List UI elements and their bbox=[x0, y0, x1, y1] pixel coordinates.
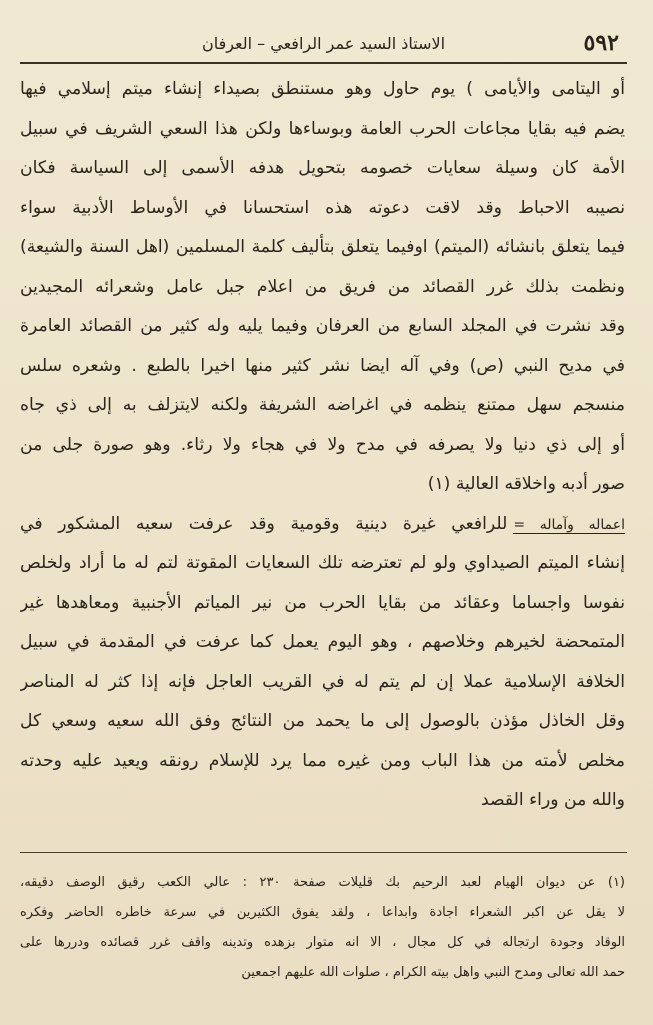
page-number: ٥٩٢ bbox=[583, 30, 619, 56]
header-rule bbox=[20, 62, 627, 64]
text-line: مخلص لأمته من هذا الباب ومن غيره مما يرد للإسلام رونقه ويعيد عليه وحدته bbox=[20, 750, 625, 771]
footnote-line: لا يقل عن اكبر الشعراء اجادة وابداعا ، ولقد يفوق الكثيرين في سرعة خاطره الحاضر وفكره bbox=[20, 905, 625, 920]
footnote-line: حمد الله تعالى ومدح النبي واهل بيته الكرام ، صلوات الله عليهم اجمعين bbox=[241, 965, 625, 980]
text-line: وقل الخاذل مؤذن بالوصول إلى ما يحمد من النتائج وفق الله سعيه وسعي كل bbox=[20, 711, 625, 731]
text-line: الخلافة الإسلامية عملا إن لم يتم له في القريب العاجل فإنه إذا كثر له المناصر bbox=[20, 671, 625, 692]
text-line: والله من وراء القصد bbox=[481, 790, 625, 810]
footnote-rule bbox=[20, 852, 627, 853]
text-line-with-note bbox=[20, 505, 625, 545]
text-line: المتمحضة لخيرهم وخلاصهم ، وهو اليوم يعمل كما عرفت في المقدمة في سبيل bbox=[20, 632, 625, 652]
text-line: منسجم سهل ممتنع ينظمه في اغراضه الشريفة ولكنه لايتزلف به إلى ذي جاه bbox=[20, 395, 625, 415]
text-line-footnote-ref: صور أدبه واخلاقه العالية (١) bbox=[427, 474, 625, 494]
text-line: أو اليتامى والأيامى ) يوم حاول وهو مستنطق بصيداء إنشاء ميتم إسلامي فيها bbox=[20, 79, 625, 99]
text-line: إنشاء الميتم الصيداوي ولو لم تعترضه تلك السعايات المقوتة لتم له ما أراد ولخلص bbox=[20, 553, 625, 573]
footnote-line: (١) عن ديوان الهيام لعبد الرحيم بك قليلات صفحة ٢٣٠ : عالي الكعب رقيق الوصف دقيقه، bbox=[20, 875, 625, 890]
running-title: الاستاذ السيد عمر الرافعي – العرفان bbox=[201, 33, 446, 53]
text-line: ونظمت بذلك غرر القصائد من فريق من اعلام جبل عامل وشعرائه المجيدين bbox=[20, 276, 625, 297]
text-line-content: للرافعي غيرة دينية وقومية وقد عرفت سعيه المشكور في bbox=[20, 513, 508, 534]
footnote-line: الوقاد وجودة ارتجاله في كل مجال ، الا انه متوار بزهده وتدينه واقف غرر قصائده ودررها على bbox=[20, 935, 625, 950]
text-line: وقد نشرت في المجلد السابع من العرفان وفيما يليه وله كثير من القصائد العامرة bbox=[20, 316, 625, 336]
text-line: يضم فيه بقايا مجاعات الحرب العامة وبوساءها ولكن هذا السعي الشريف في سبيل bbox=[20, 118, 625, 139]
text-line: فيما يتعلق بانشائه (الميتم) اوفيما يتعلق بتأليف كلمة المسلمين (اهل السنة والشيعة) bbox=[20, 237, 625, 257]
main-text bbox=[20, 70, 625, 821]
text-line: نصيبه الاحباط وقد لاقت دعوته هذه استحسانا في الأوساط الأدبية سواء bbox=[20, 197, 625, 218]
page-header bbox=[28, 26, 619, 60]
text-line: الأمة كان وسيلة سعايات خصومه بتحويل هدفه الأسمى إلى السياسة فكان bbox=[20, 158, 625, 178]
text-line: نفوسا واجساما وعقائد من بقايا الحرب من نير المياتم الأجنبية ومعاهدها غير bbox=[20, 592, 625, 613]
marginal-note: اعماله وآماله = bbox=[513, 516, 625, 533]
text-line: أو إلى ذي دنيا ولا يصرفه في مدح ولا في هجاء ولا رثاء. وهو صورة جلى من bbox=[20, 434, 625, 455]
text-line: في مديح النبي (ص) وفي آله ايضا نشر كثير منها اخيرا بالطبع . وشعره سلس bbox=[20, 355, 625, 376]
footnotes bbox=[20, 868, 625, 988]
